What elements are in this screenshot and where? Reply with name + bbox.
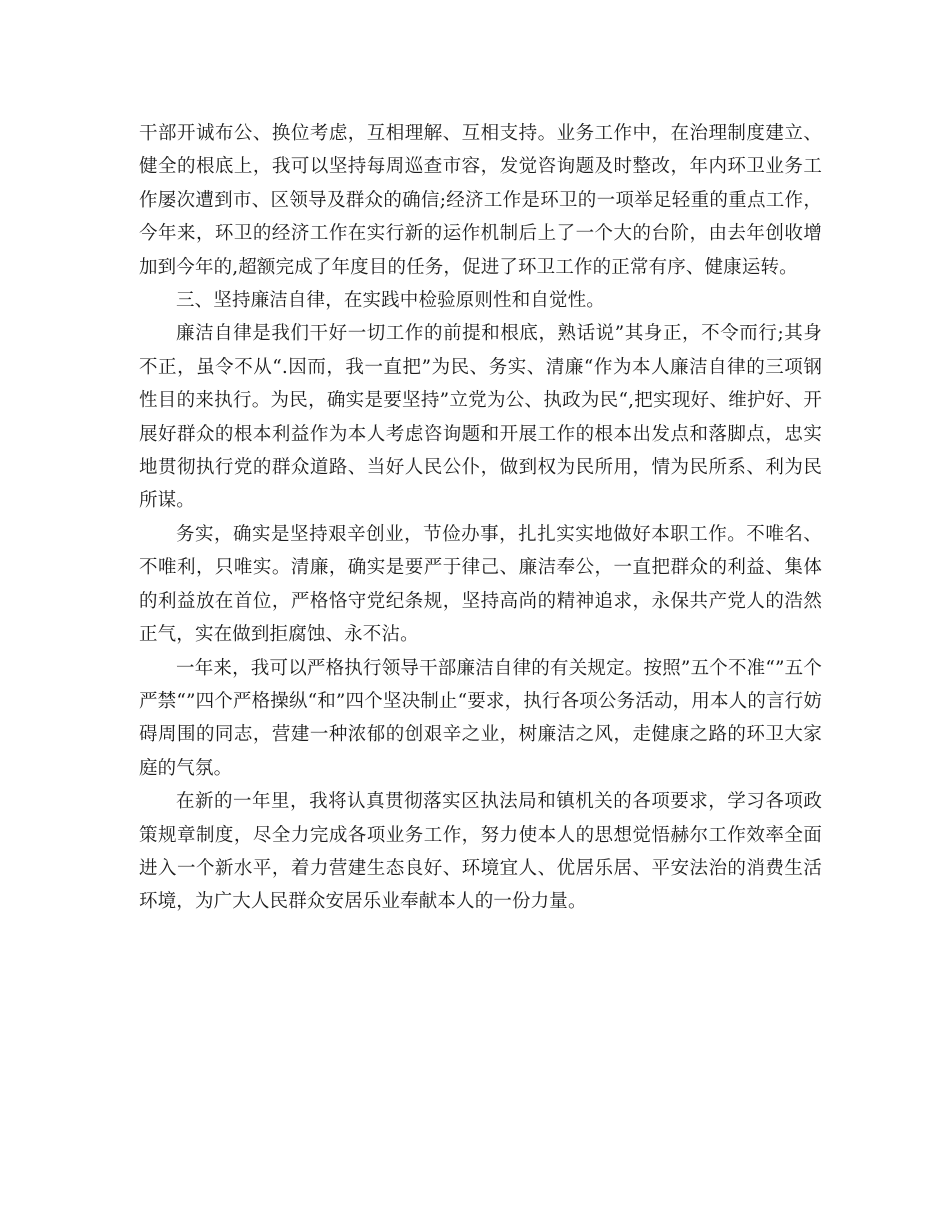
paragraph-2-section-heading: 三、坚持廉洁自律，在实践中检验原则性和自觉性。 — [176, 290, 605, 312]
document-body — [139, 117, 822, 919]
paragraph-4: 务实，确实是坚持艰辛创业，节俭办事，扎扎实实地做好本职工作。不唯名、不唯利，只唯实。清廉，确实是要严于律己、廉洁奉公，一直把群众的利益、集体的利益放在首位，严格恪守党纪条规，坚持高尚的精神追求，永保共产党人的浩然正气，实在做到拒腐蚀、永不沾。 — [139, 523, 822, 646]
paragraph-1: 干部开诚布公、换位考虑，互相理解、互相支持。业务工作中，在治理制度建立、健全的根底上，我可以坚持每周巡查市容，发觉咨询题及时整改，年内环卫业务工作屡次遭到市、区领导及群众的确信;经济工作是环卫的一项举足轻重的重点工作，今年来，环卫的经济工作在实行新的运作机制后上了一个大的台阶，由去年创收增加到今年的,超额完成了年度目的任务，促进了环卫工作的正常有序、健康运转。 — [139, 123, 822, 278]
paragraph-5: 一年来，我可以严格执行领导干部廉洁自律的有关规定。按照”五个不准“”五个严禁“”四个严格操纵“和”四个坚决制止“要求，执行各项公务活动，用本人的言行妨碍周围的同志，营建一种浓郁的创艰辛之业，树廉洁之风，走健康之路的环卫大家庭的气氛。 — [139, 657, 822, 779]
paragraph-6: 在新的一年里，我将认真贯彻落实区执法局和镇机关的各项要求，学习各项政策规章制度，尽全力完成各项业务工作，努力使本人的思想觉悟赫尔工作效率全面进入一个新水平，着力营建生态良好、环境宜人、优居乐居、平安法治的消费生活环境，为广大人民群众安居乐业奉献本人的一份力量。 — [139, 791, 822, 913]
paragraph-3: 廉洁自律是我们干好一切工作的前提和根底，熟话说”其身正，不令而行;其身不正，虽令不从“.因而，我一直把”为民、务实、清廉“作为本人廉洁自律的三项钢性目的来执行。为民，确实是要坚持”立党为公、执政为民“,把实现好、维护好、开展好群众的根本利益作为本人考虑咨询题和开展工作的根本出发点和落脚点，忠实地贯彻执行党的群众道路、当好人民公仆，做到权为民所用，情为民所系、利为民所谋。 — [139, 323, 822, 512]
